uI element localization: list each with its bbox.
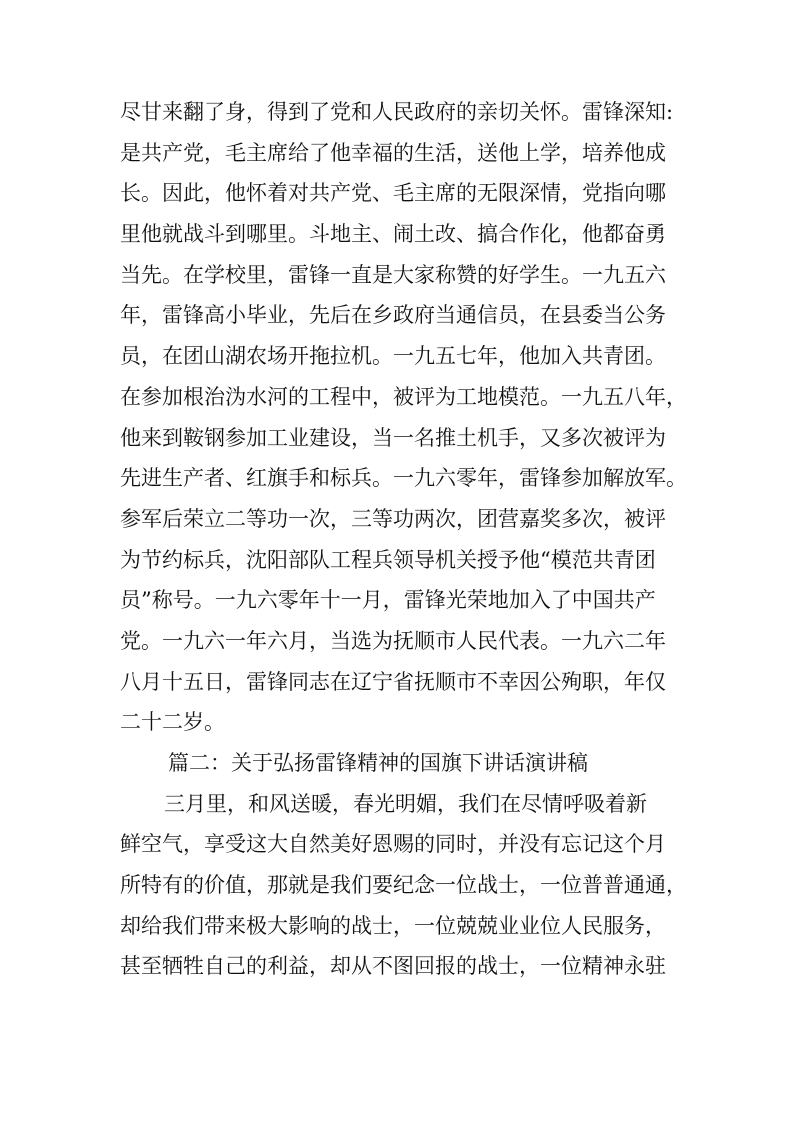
section-heading: 篇二：关于弘扬雷锋精神的国旗下讲话演讲稿 — [168, 751, 588, 775]
text-line: 参军后荣立二等功一次，三等功两次，团营嘉奖多次，被评 — [120, 506, 666, 531]
text-line: 却给我们带来极大影响的战士，一位兢兢业业位人民服务， — [120, 913, 666, 938]
text-line: 八月十五日，雷锋同志在辽宁省抚顺市不幸因公殉职，年仅 — [120, 669, 666, 694]
text-line: 在参加根治沩水河的工程中，被评为工地模范。一九五八年， — [120, 384, 687, 409]
text-line: 员，在团山湖农场开拖拉机。一九五七年，他加入共青团。 — [120, 344, 666, 369]
text-line: 所特有的价值，那就是我们要纪念一位战士，一位普普通通， — [120, 873, 687, 898]
paragraph-biography — [120, 92, 690, 743]
text-line: 员”称号。一九六零年十一月，雷锋光荣地加入了中国共产 — [120, 588, 656, 613]
text-line: 年，雷锋高小毕业，先后在乡政府当通信员，在县委当公务 — [120, 303, 666, 328]
text-line: 二十二岁。 — [120, 710, 225, 735]
text-line: 先进生产者、红旗手和标兵。一九六零年，雷锋参加解放军。 — [120, 466, 687, 491]
text-line: 党。一九六一年六月，当选为抚顺市人民代表。一九六二年 — [120, 628, 666, 653]
text-line: 是共产党，毛主席给了他幸福的生活，送他上学，培养他成 — [120, 140, 666, 165]
text-line: 甚至牺牲自己的利益，却从不图回报的战士，一位精神永驻 — [120, 954, 666, 979]
text-line: 鲜空气，享受这大自然美好恩赐的同时，并没有忘记这个月 — [120, 832, 666, 857]
text-line: 为节约标兵，沈阳部队工程兵领导机关授予他“模范共青团 — [120, 547, 656, 572]
text-line: 尽甘来翻了身，得到了党和人民政府的亲切关怀。雷锋深知: — [120, 100, 674, 124]
document-body — [120, 92, 690, 987]
text-line: 里他就战斗到哪里。斗地主、闹土改、搞合作化，他都奋勇 — [120, 222, 666, 247]
paragraph-speech — [120, 784, 690, 987]
text-line: 他来到鞍钢参加工业建设，当一名推土机手，又多次被评为 — [120, 425, 666, 450]
text-line: 三月里，和风送暖，春光明媚，我们在尽情呼吸着新 — [164, 791, 647, 816]
text-line: 长。因此，他怀着对共产党、毛主席的无限深情，党指向哪 — [120, 181, 666, 206]
text-line: 当先。在学校里，雷锋一直是大家称赞的好学生。一九五六 — [120, 262, 666, 287]
